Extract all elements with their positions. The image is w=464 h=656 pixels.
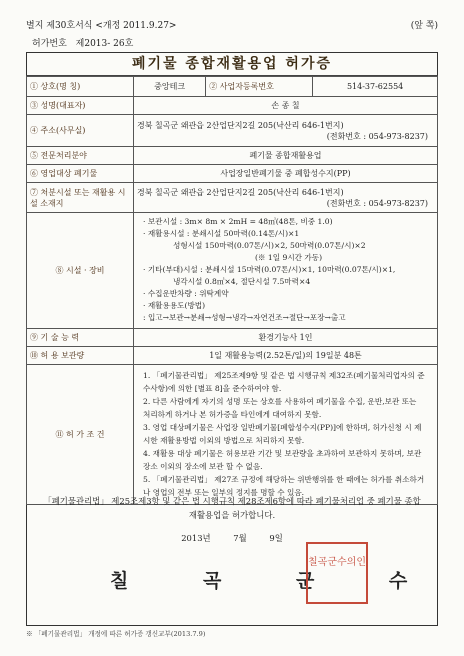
issue-month: 7월 xyxy=(233,533,247,543)
biz-reg-label: ② 사업자등록번호 xyxy=(206,77,313,97)
facility-location-cell xyxy=(134,183,438,213)
storage-label: ⑩ 허 용 보관량 xyxy=(27,347,134,365)
equipment-line: (※ 1일 9시간 가동) xyxy=(254,253,323,262)
facility-location-phone: (전화번호 : 054-973-8237) xyxy=(326,198,428,208)
official-seal xyxy=(306,542,368,604)
address-cell xyxy=(134,115,438,147)
permit-number xyxy=(32,36,133,49)
issue-day: 9일 xyxy=(269,533,283,543)
waste-type-value: 사업장일반폐기물 중 폐합성수지(PP) xyxy=(134,165,438,183)
waste-type-label: ⑥ 영업대상 폐기물 xyxy=(27,165,134,183)
issue-date xyxy=(26,532,438,544)
permit-table xyxy=(26,76,438,505)
equipment-line: · 재활용시설 : 분쇄시설 50마력(0.14톤/시)×1 xyxy=(143,229,300,238)
rep-label: ③ 성명(대표자) xyxy=(27,97,134,115)
page-side: (앞 쪽) xyxy=(410,21,438,31)
equipment-line: 냉각시설 0.8㎥×4, 절단시설 7.5마력×4 xyxy=(173,277,311,286)
equipment-cell xyxy=(134,213,438,329)
address-value: 경북 칠곡군 왜관읍 2산업단지2길 205(낙산리 646-1번지) xyxy=(137,120,344,130)
field-value: 폐기물 종합재활용업 xyxy=(134,147,438,165)
equipment-line: · 수집운반차량 : 위탁계약 xyxy=(143,289,229,298)
condition-item: 2. 다른 사람에게 자기의 성명 또는 상호를 사용하여 폐기물을 수집, 운반,보관 또는 처리하게 하거나 본 허가증을 타인에게 대여하지 못함. xyxy=(143,397,417,419)
field-label: ⑤ 전문처리분야 xyxy=(27,147,134,165)
condition-item: 1. 「폐기물관리법」 제25조제9항 및 같은 법 시행규칙 제32조(폐기물처리업자의 준수사항)에 의한 [별표 8]을 준수하여야 함. xyxy=(143,371,425,393)
storage-value: 1일 재활용능력(2.52톤/일)의 19일분 48톤 xyxy=(134,347,438,365)
equipment-line: 성형시설 150마력(0.07톤/시)×2, 50마력(0.07톤/시)×2 xyxy=(173,241,366,250)
conditions-cell xyxy=(134,365,438,505)
seal-text: 칠곡군수의인 xyxy=(308,557,366,568)
issuer-name: 칠 곡 군 수 xyxy=(110,570,442,592)
footer-note: ※ 「폐기물관리법」 개정에 따른 허가증 갱신교부(2013.7.9) xyxy=(26,630,206,638)
conditions-list xyxy=(137,365,434,499)
biz-reg-value: 514-37-62554 xyxy=(313,77,438,97)
condition-item: 5. 「폐기물관리법」 제27조 규정에 해당하는 위반행위를 한 때에는 허가를 취소하거나 영업의 전부 또는 일부의 정지를 명할 수 있음. xyxy=(143,475,425,497)
document-title: 폐기물 종합재활용업 허가증 xyxy=(26,52,438,76)
form-number: 별지 제30호서식 <개정 2011.9.27> xyxy=(26,21,177,31)
permit-label: 허가번호 xyxy=(32,39,67,49)
address-phone: (전화번호 : 054-973-8237) xyxy=(326,131,428,141)
equipment-list xyxy=(137,213,434,324)
equipment-line: · 보관시설 : 3m× 8m × 2mH = 48㎥(48톤, 비중 1.0) xyxy=(143,217,333,226)
trade-name-label: ① 상호(명 칭) xyxy=(27,77,134,97)
condition-item: 3. 영업 대상폐기물은 사업장 일반폐기물[폐합성수지(PP)]에 한하며, 허가신청 시 제시한 재활용방법 이외의 방법으로 처리하지 못함. xyxy=(143,423,422,445)
equipment-label: ⑧ 시설 · 장비 xyxy=(27,213,134,329)
address-label: ④ 주소(사무실) xyxy=(27,115,134,147)
equipment-line: · 기타(부대)시설 : 분쇄시설 15마력(0.07톤/시)×1, 10마력(0.07톤/시)×1, xyxy=(143,265,396,274)
facility-location-label: ⑦ 처분시설 또는 재활용 시설 소재지 xyxy=(27,183,134,213)
rep-value: 손 종 칠 xyxy=(134,97,438,115)
facility-location-value: 경북 칠곡군 왜관읍 2산업단지2길 205(낙산리 646-1번지) xyxy=(137,187,344,197)
condition-item: 4. 재활용 대상 폐기물은 허용보관 기간 및 보관량을 초과하여 보관하지 못하며, 보관 장소 이외의 장소에 보관 할 수 없음. xyxy=(143,449,422,471)
tech-value: 환경기능사 1인 xyxy=(134,329,438,347)
tech-label: ⑨ 기 술 능 력 xyxy=(27,329,134,347)
equipment-line: : 입고→보관→분쇄→성형→냉각→자연건조→절단→포장→출고 xyxy=(143,313,346,322)
permit-value: 제2013- 26호 xyxy=(75,39,134,49)
form-header xyxy=(26,18,438,31)
trade-name-value: 중앙테크 xyxy=(134,77,206,97)
issue-year: 2013년 xyxy=(181,533,211,543)
conditions-label: ⑪ 허 가 조 건 xyxy=(27,365,134,505)
certification-text: 「폐기물관리법」 제25조제3항 및 같은 법 시행규칙 제28조제6항에 따라 폐기물처리업 중 폐기물 종합재활용업을 허가합니다. xyxy=(43,496,421,520)
equipment-line: · 재활용용도(방법) xyxy=(143,301,206,310)
